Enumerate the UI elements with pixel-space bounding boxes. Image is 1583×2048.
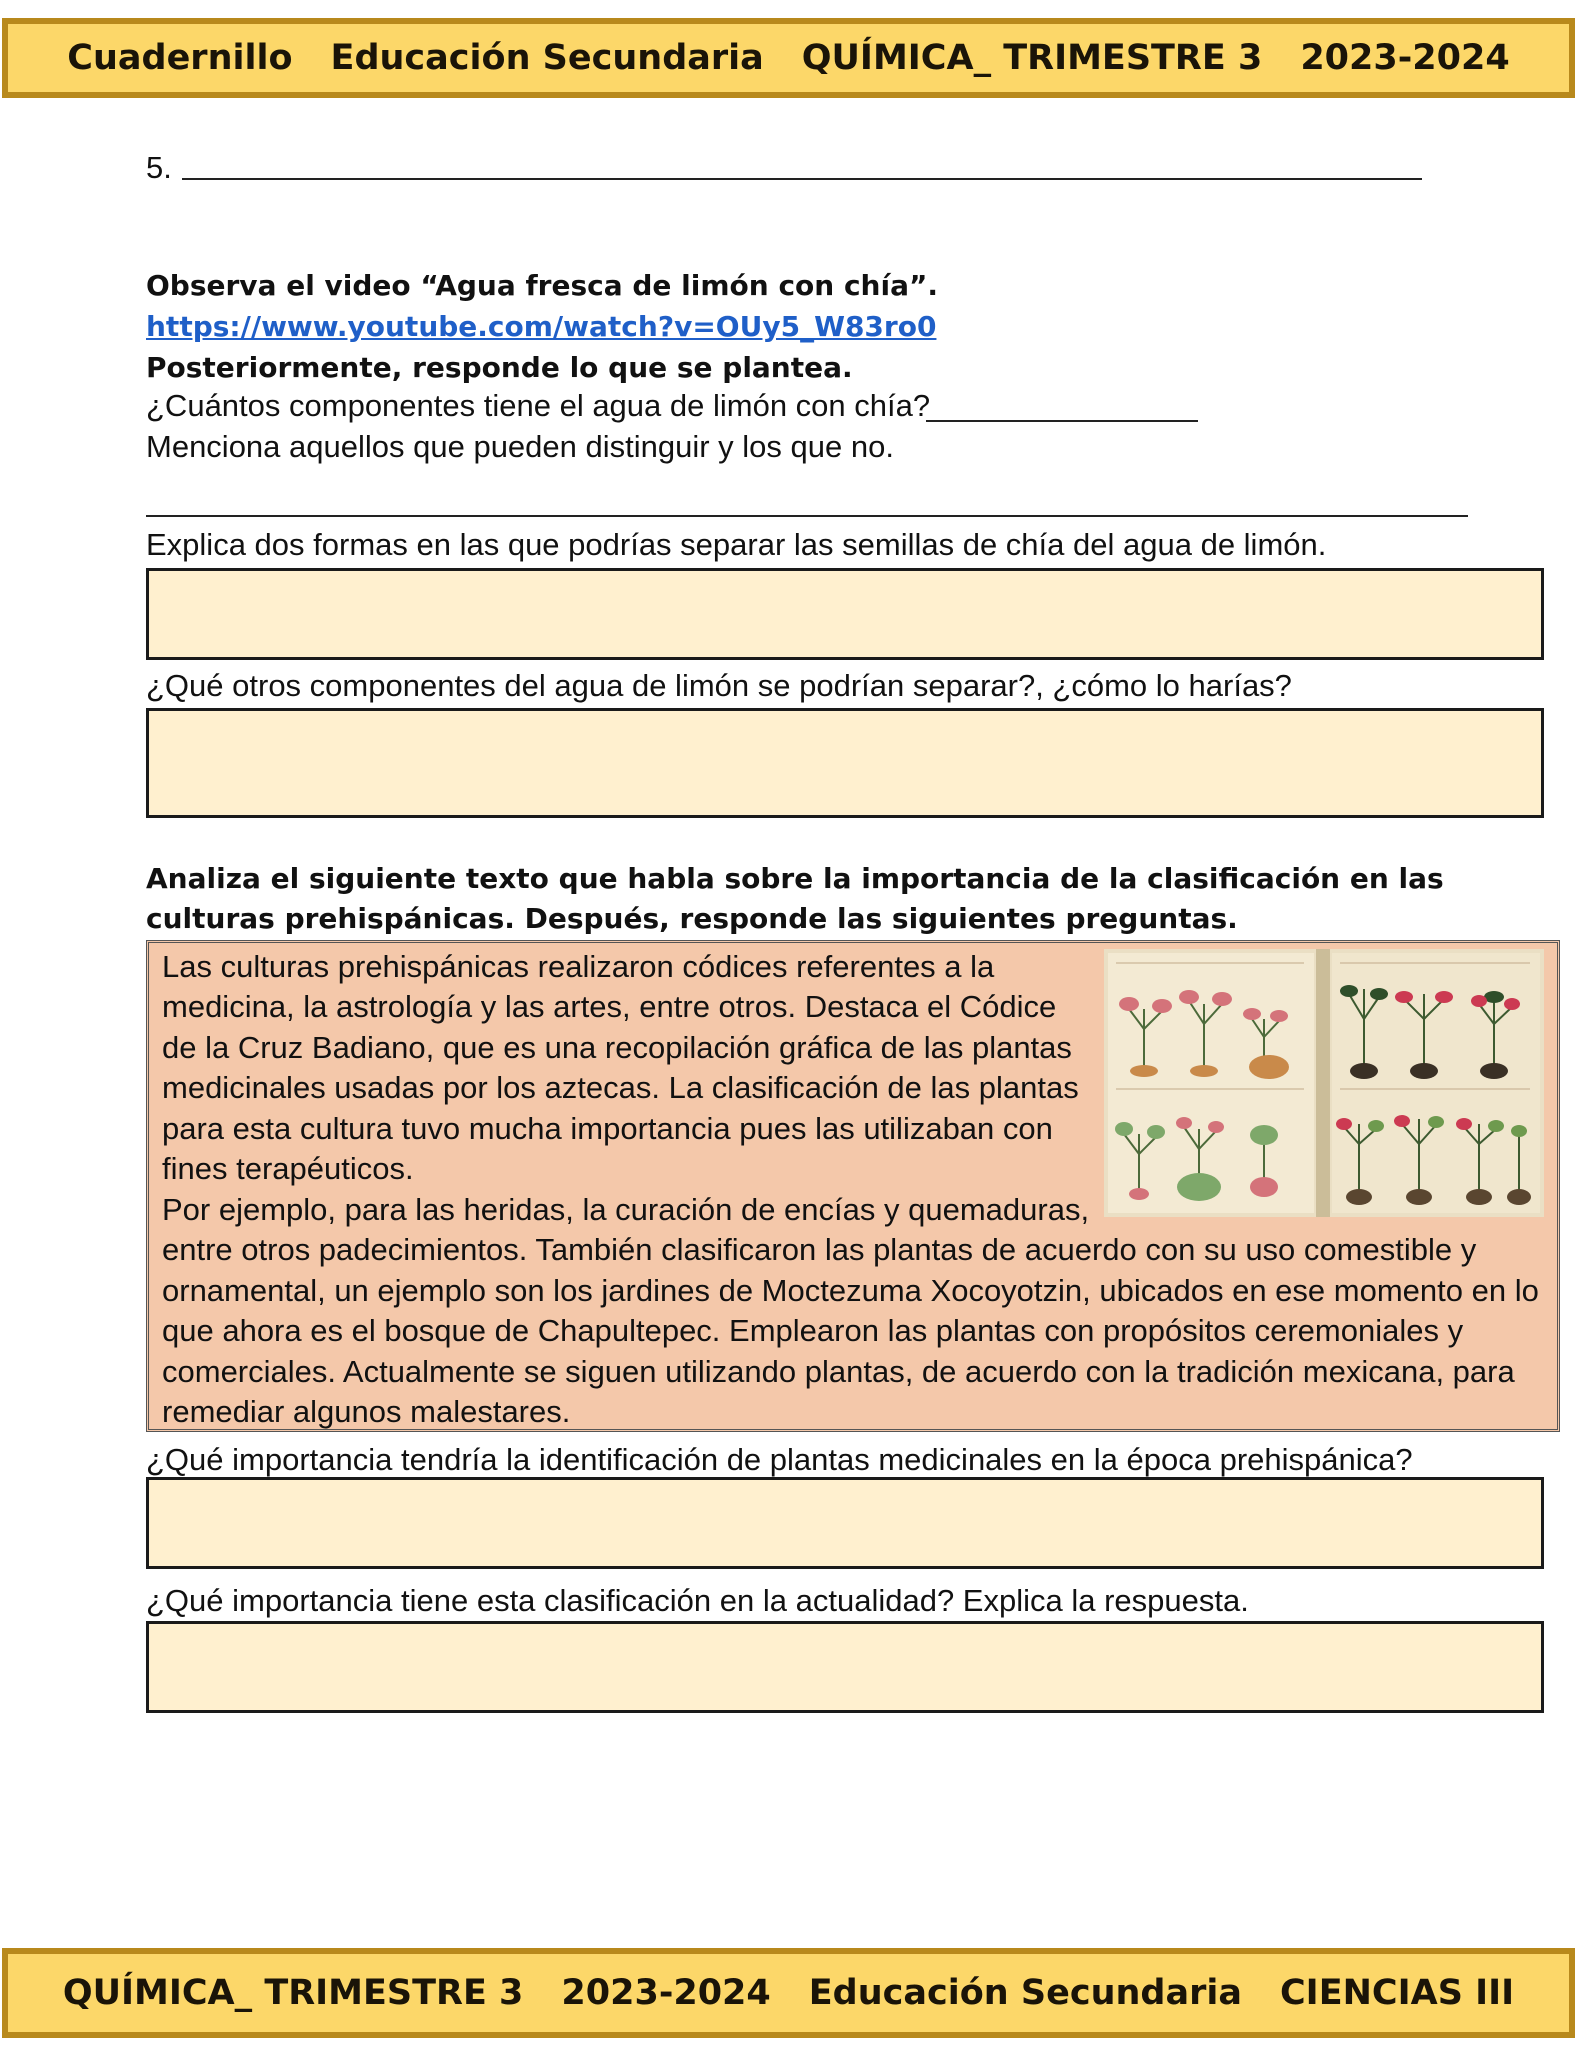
- reading-line: entre otros padecimientos. También clasificaron las plantas de acuerdo con su uso comestible y: [162, 1232, 1477, 1267]
- reading-line: que ahora es el bosque de Chapultepec. Emplearon las plantas con propósitos ceremoniales y: [162, 1313, 1464, 1348]
- reading-line: Por ejemplo, para las heridas, la curación de encías y quemaduras,: [162, 1192, 1090, 1227]
- item-5-label: 5.: [146, 150, 172, 185]
- footer-band: [2, 1948, 1575, 2038]
- codex-plants-illustration: [1104, 949, 1544, 1217]
- question-components-cont: Menciona aquellos que pueden distinguir y los que no.: [146, 429, 894, 464]
- answer-box-separate-seeds[interactable]: [146, 568, 1544, 660]
- header-item-subject: QUÍMICA_ TRIMESTRE 3: [801, 38, 1263, 78]
- video-link[interactable]: https://www.youtube.com/watch?v=OUy5_W83ro0: [146, 310, 937, 343]
- distinguish-answer-line[interactable]: [146, 515, 1468, 517]
- question-current-importance: ¿Qué importancia tiene esta clasificación en la actualidad? Explica la respuesta.: [146, 1583, 1249, 1618]
- footer-item-level: Educación Secundaria: [808, 1973, 1242, 2013]
- reading-line: medicinales usadas por los aztecas. La clasificación de las plantas: [162, 1070, 1079, 1105]
- footer-item-year: 2023-2024: [561, 1973, 771, 2013]
- reading-line: de la Cruz Badiano, que es una recopilación gráfica de las plantas: [162, 1030, 1072, 1065]
- answer-box-other-components[interactable]: [146, 708, 1544, 818]
- analysis-instruction-line-1: Analiza el siguiente texto que habla sobre la importancia de la clasificación en las: [146, 862, 1444, 895]
- footer-item-course: CIENCIAS III: [1279, 1973, 1515, 2013]
- reading-line: Las culturas prehispánicas realizaron códices referentes a la: [162, 949, 995, 984]
- header-band: [2, 18, 1575, 98]
- reading-line: remediar algunos malestares.: [162, 1394, 571, 1429]
- reading-box: [146, 940, 1560, 1432]
- item-5-answer-line[interactable]: [182, 178, 1422, 180]
- video-follow-up: Posteriormente, responde lo que se plantea.: [146, 351, 853, 384]
- answer-box-prehispanic-importance[interactable]: [146, 1477, 1544, 1569]
- answer-box-current-importance[interactable]: [146, 1621, 1544, 1713]
- analysis-instruction-line-2: culturas prehispánicas. Después, responde las siguientes preguntas.: [146, 902, 1238, 935]
- header-item-level: Educación Secundaria: [330, 38, 764, 78]
- components-answer-line[interactable]: [926, 420, 1198, 422]
- reading-line: para esta cultura tuvo mucha importancia pues las utilizaban con: [162, 1111, 1053, 1146]
- question-other-components: ¿Qué otros componentes del agua de limón se podrían separar?, ¿cómo lo harías?: [146, 668, 1292, 703]
- question-prehispanic-importance: ¿Qué importancia tendría la identificación de plantas medicinales en la época prehispánica?: [146, 1442, 1413, 1477]
- reading-line: fines terapéuticos.: [162, 1151, 414, 1186]
- video-instruction: Observa el video “Agua fresca de limón con chía”.: [146, 269, 939, 302]
- reading-line: medicina, la astrología y las artes, entre otros. Destaca el Códice: [162, 989, 1057, 1024]
- reading-line: comerciales. Actualmente se siguen utilizando plantas, de acuerdo con la tradición mexicana, para: [162, 1354, 1515, 1389]
- reading-line: ornamental, un ejemplo son los jardines de Moctezuma Xocoyotzin, ubicados en ese momento en lo: [162, 1273, 1539, 1308]
- question-separate-seeds: Explica dos formas en las que podrías separar las semillas de chía del agua de limón.: [146, 527, 1327, 562]
- header-item-booklet: Cuadernillo: [67, 38, 293, 78]
- header-item-year: 2023-2024: [1300, 38, 1510, 78]
- footer-item-subject: QUÍMICA_ TRIMESTRE 3: [62, 1973, 524, 2013]
- question-components: ¿Cuántos componentes tiene el agua de limón con chía?: [146, 388, 931, 423]
